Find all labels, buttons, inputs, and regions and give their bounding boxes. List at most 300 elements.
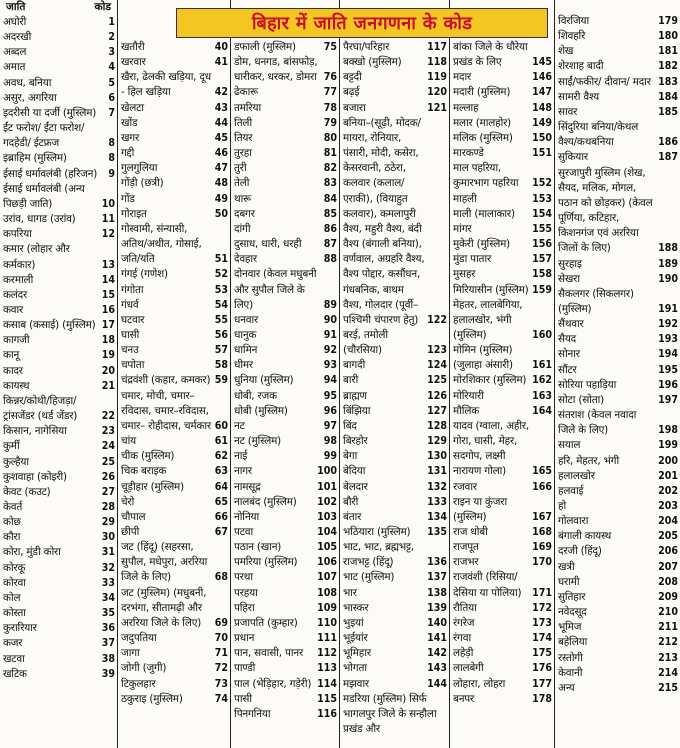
caste-name: पमरिया (मुस्लिम) bbox=[234, 556, 298, 569]
caste-name: हलवाई bbox=[558, 484, 584, 497]
caste-name: माहली bbox=[453, 192, 477, 205]
caste-name: गोंड़ी (छत्री) bbox=[121, 177, 164, 190]
caste-entry bbox=[231, 161, 339, 176]
caste-entry bbox=[0, 91, 117, 106]
caste-name: उरांव, धागड (उरांव) bbox=[3, 213, 76, 226]
caste-name: ईसाई धर्मावलंबी (अन्य पिछड़ी जाति) bbox=[3, 182, 85, 210]
caste-entry bbox=[450, 343, 554, 373]
caste-name: कायस्थ bbox=[3, 379, 30, 392]
caste-entry bbox=[450, 207, 554, 222]
caste-name: कादर bbox=[3, 364, 23, 377]
caste-entry bbox=[450, 570, 554, 600]
caste-name: माल पहरिया, कुमारभाग पहरिया bbox=[453, 162, 519, 190]
caste-entry bbox=[231, 692, 339, 707]
caste-name: खोंड bbox=[121, 116, 138, 129]
caste-code: 27 bbox=[101, 485, 115, 498]
column-6 bbox=[555, 0, 680, 748]
caste-entry bbox=[340, 692, 449, 737]
caste-entry bbox=[231, 328, 339, 343]
caste-entry bbox=[450, 85, 554, 100]
caste-entry bbox=[555, 590, 680, 605]
caste-name: ब्राह्मण bbox=[343, 389, 367, 402]
caste-code: 8 bbox=[108, 137, 115, 150]
caste-name: सोटा (सोता) bbox=[558, 393, 604, 406]
caste-entry bbox=[340, 525, 449, 540]
entries-1 bbox=[0, 15, 117, 682]
caste-code: 9 bbox=[108, 167, 115, 180]
caste-name: भास्कर bbox=[343, 601, 369, 614]
caste-code: 193 bbox=[658, 333, 678, 346]
caste-entry bbox=[555, 120, 680, 150]
caste-entry bbox=[340, 434, 449, 449]
caste-entry bbox=[450, 404, 554, 419]
caste-code: 74 bbox=[214, 692, 228, 705]
caste-entry bbox=[340, 404, 449, 419]
caste-code: 175 bbox=[532, 647, 552, 660]
caste-entry bbox=[0, 470, 117, 485]
caste-name: ईसाई धर्मावलंबी (हरिजन) bbox=[3, 167, 98, 180]
caste-entry bbox=[118, 283, 230, 298]
caste-name: पटवा bbox=[234, 526, 254, 538]
caste-entry bbox=[340, 85, 449, 100]
caste-entry bbox=[118, 449, 230, 464]
caste-entry bbox=[231, 555, 339, 570]
caste-code: 188 bbox=[658, 242, 678, 255]
caste-code: 20 bbox=[101, 364, 115, 377]
caste-name: रंगवा bbox=[453, 632, 471, 645]
caste-name: डफाली (मुस्लिम) bbox=[234, 41, 296, 53]
caste-code: 131 bbox=[427, 465, 447, 478]
caste-code: 96 bbox=[323, 404, 337, 417]
caste-name: अन्य bbox=[558, 681, 575, 694]
caste-entry bbox=[231, 646, 339, 661]
caste-name: चंद्रवंशी (कहार, कमकर) bbox=[121, 374, 211, 387]
caste-entry bbox=[340, 677, 449, 692]
caste-name: नट (मुस्लिम) bbox=[234, 435, 282, 448]
caste-name: डोम, धनगड, बांसफोड़, धारीकर, धरकर, डोमरा bbox=[234, 56, 318, 84]
caste-name: मडरिया (मुस्लिम) सिर्फ भागलपुर जिले के सन्हौला प्रखंड और bbox=[343, 692, 437, 736]
caste-entry bbox=[450, 116, 554, 131]
caste-code: 82 bbox=[323, 162, 337, 175]
caste-entry bbox=[340, 55, 449, 70]
caste-name: तियर bbox=[234, 131, 253, 144]
caste-code: 24 bbox=[101, 440, 115, 453]
caste-code: 26 bbox=[101, 470, 115, 483]
caste-name: यादव (ग्वाला, अहीर, गोरा, घासी, मेहर, सदगोप, लक्ष्मी नारायण गोला) bbox=[453, 419, 529, 478]
caste-entry bbox=[450, 419, 554, 480]
caste-code: 65 bbox=[214, 495, 228, 508]
caste-name: कोल bbox=[3, 591, 21, 604]
caste-name: बिरहोर bbox=[343, 435, 368, 448]
caste-entry bbox=[555, 59, 680, 74]
caste-entry bbox=[118, 464, 230, 479]
caste-entry bbox=[450, 540, 554, 555]
caste-code: 137 bbox=[427, 571, 447, 584]
caste-code: 167 bbox=[532, 510, 552, 523]
caste-entry bbox=[555, 44, 680, 59]
caste-code: 25 bbox=[101, 455, 115, 468]
caste-entry bbox=[0, 15, 117, 30]
caste-name: सयाल bbox=[558, 439, 581, 452]
caste-code: 87 bbox=[323, 238, 337, 251]
caste-code: 136 bbox=[427, 556, 447, 569]
caste-name: सेखरा bbox=[558, 272, 580, 285]
caste-entry bbox=[340, 495, 449, 510]
caste-code: 201 bbox=[658, 469, 678, 482]
caste-entry bbox=[450, 267, 554, 282]
caste-entry bbox=[450, 692, 554, 707]
caste-name: छीपी bbox=[121, 526, 140, 538]
caste-name: नालबंद (मुस्लिम) bbox=[234, 495, 297, 508]
caste-name: रंगरेज bbox=[453, 616, 475, 629]
caste-code: 139 bbox=[427, 601, 447, 614]
caste-name: मारकण्डे bbox=[453, 147, 484, 160]
caste-code: 114 bbox=[317, 677, 337, 690]
caste-entry bbox=[450, 192, 554, 207]
caste-entry bbox=[118, 540, 230, 585]
caste-name: नोनिया bbox=[234, 510, 260, 523]
caste-name: भाट, भाट, ब्रह्मभट्ट, राजभट्ट (हिंदू) bbox=[343, 541, 415, 569]
caste-code: 116 bbox=[317, 707, 337, 720]
caste-code: 67 bbox=[214, 526, 228, 538]
caste-code: 57 bbox=[214, 344, 228, 357]
caste-code: 209 bbox=[658, 590, 678, 603]
caste-code: 1 bbox=[108, 16, 115, 28]
caste-entry bbox=[231, 631, 339, 646]
caste-name: कुर्मी bbox=[3, 440, 20, 453]
caste-code: 62 bbox=[214, 450, 228, 463]
caste-code: 66 bbox=[214, 510, 228, 523]
caste-entry bbox=[450, 555, 554, 570]
caste-entry bbox=[0, 530, 117, 545]
caste-name: कौरा bbox=[3, 531, 21, 544]
caste-entry bbox=[0, 121, 117, 151]
caste-code: 19 bbox=[101, 349, 115, 362]
caste-entry bbox=[231, 55, 339, 85]
caste-entry bbox=[118, 631, 230, 646]
caste-name: धोबी (मुस्लिम) bbox=[234, 404, 288, 417]
caste-name: चीक (मुस्लिम) bbox=[121, 450, 175, 463]
caste-code: 115 bbox=[317, 692, 337, 705]
caste-name: गोलवारा bbox=[558, 515, 589, 528]
caste-name: कोछ bbox=[3, 516, 21, 529]
caste-entry bbox=[555, 514, 680, 529]
caste-name: नवेदसूद bbox=[558, 606, 587, 619]
caste-name: करमाली bbox=[3, 273, 34, 286]
caste-entry bbox=[118, 116, 230, 131]
page-title: बिहार में जाति जनगणना के कोड bbox=[251, 13, 473, 34]
caste-entry bbox=[231, 677, 339, 692]
caste-name: रजवार bbox=[453, 480, 477, 493]
code-header: कोड bbox=[94, 1, 111, 13]
caste-code: 46 bbox=[214, 147, 228, 160]
caste-name: कपरिया bbox=[3, 228, 32, 241]
caste-name: सुतिहार bbox=[558, 590, 586, 603]
caste-code: 93 bbox=[323, 359, 337, 372]
caste-name: खत्री bbox=[558, 560, 575, 573]
caste-code: 92 bbox=[323, 344, 337, 357]
caste-name: कुरारियार bbox=[3, 622, 37, 635]
caste-entry bbox=[555, 469, 680, 484]
caste-entry bbox=[340, 40, 449, 55]
caste-entry bbox=[0, 636, 117, 651]
caste-name: नागर bbox=[234, 465, 252, 478]
caste-name: सैकलगर (सिकलगर) (मुस्लिम) bbox=[558, 287, 634, 315]
caste-name: चिक बराइक bbox=[121, 465, 167, 478]
caste-name: प्रजापति (कुम्हार) bbox=[234, 616, 298, 629]
caste-code: 187 bbox=[658, 151, 678, 164]
caste-entry bbox=[555, 635, 680, 650]
caste-code: 47 bbox=[214, 162, 228, 175]
caste-code: 14 bbox=[101, 273, 115, 286]
caste-entry bbox=[0, 500, 117, 515]
caste-code: 121 bbox=[427, 101, 447, 114]
caste-name: गोस्वामी, संन्यासी, अतिथ/अथीत, गोसाई, जति/यति bbox=[121, 222, 202, 266]
caste-name: देवहार bbox=[234, 253, 257, 266]
caste-name: विरजिया bbox=[558, 15, 590, 27]
caste-code: 48 bbox=[214, 177, 228, 190]
caste-entry bbox=[450, 525, 554, 540]
caste-name: सुरहाइ bbox=[558, 257, 582, 270]
caste-code: 43 bbox=[214, 101, 228, 114]
caste-code: 144 bbox=[427, 677, 447, 690]
caste-entry bbox=[118, 646, 230, 661]
caste-entry bbox=[0, 76, 117, 91]
caste-name: प्रधान bbox=[234, 632, 255, 645]
caste-name: बरई, तमोली (चौरसिया) bbox=[343, 328, 388, 357]
caste-name: मुसहर bbox=[453, 268, 476, 281]
caste-entry bbox=[118, 313, 230, 328]
caste-entry bbox=[118, 298, 230, 313]
caste-code: 128 bbox=[427, 419, 447, 432]
caste-code: 194 bbox=[658, 348, 678, 361]
caste-code: 38 bbox=[101, 652, 115, 665]
caste-name: सैंथवार bbox=[558, 318, 584, 331]
caste-entry bbox=[0, 242, 117, 272]
caste-name: किन्नर/कोथी/हिजड़ा/ ट्रांसजेंडर (थर्ड जेंडर) bbox=[3, 394, 78, 423]
caste-code: 81 bbox=[323, 147, 337, 160]
caste-entry bbox=[340, 101, 449, 116]
caste-code: 34 bbox=[101, 591, 115, 604]
caste-name: धोबी, रजक bbox=[234, 389, 277, 402]
caste-name: पासी bbox=[234, 692, 252, 705]
caste-code: 183 bbox=[658, 75, 678, 88]
caste-entry bbox=[231, 101, 339, 116]
caste-entry bbox=[555, 363, 680, 378]
caste-entry bbox=[450, 389, 554, 404]
caste-code: 205 bbox=[658, 530, 678, 543]
caste-name: दांगी bbox=[234, 222, 251, 235]
caste-entry bbox=[555, 378, 680, 393]
caste-code: 28 bbox=[101, 501, 115, 513]
entries-2 bbox=[118, 0, 230, 707]
caste-entry bbox=[231, 586, 339, 601]
caste-code: 32 bbox=[101, 561, 115, 574]
caste-entry bbox=[450, 283, 554, 298]
caste-code: 171 bbox=[532, 586, 552, 599]
caste-code: 76 bbox=[323, 71, 337, 84]
caste-name: हरि, मेहतर, भंगी bbox=[558, 454, 620, 467]
caste-name: रस्तोगी bbox=[558, 651, 583, 664]
caste-name: बनपर bbox=[453, 692, 475, 705]
caste-name: मिरियासीन (मुस्लिम) bbox=[453, 283, 529, 296]
caste-code: 198 bbox=[658, 424, 678, 437]
caste-entry bbox=[340, 328, 449, 358]
caste-code: 18 bbox=[101, 334, 115, 347]
caste-entry bbox=[231, 525, 339, 540]
caste-name: खटिक bbox=[3, 667, 27, 680]
caste-code: 117 bbox=[427, 41, 447, 53]
caste-code: 33 bbox=[101, 576, 115, 589]
caste-code: 208 bbox=[658, 575, 678, 588]
caste-entry bbox=[450, 646, 554, 661]
caste-name: जदुपतिया bbox=[121, 632, 157, 645]
caste-code: 143 bbox=[427, 662, 447, 675]
caste-name: शिवहरि bbox=[558, 30, 586, 43]
caste-code: 125 bbox=[427, 374, 447, 387]
caste-name: कजर bbox=[3, 637, 23, 650]
caste-code: 156 bbox=[532, 238, 552, 251]
caste-entry bbox=[118, 692, 230, 707]
caste-code: 103 bbox=[317, 510, 337, 523]
caste-code: 104 bbox=[317, 526, 337, 538]
caste-entry bbox=[555, 666, 680, 681]
caste-entry bbox=[231, 540, 339, 555]
caste-name: मलार (मालहोर) bbox=[453, 116, 512, 129]
caste-entry bbox=[231, 464, 339, 479]
caste-entry bbox=[555, 29, 680, 44]
caste-code: 189 bbox=[658, 257, 678, 270]
caste-code: 49 bbox=[214, 192, 228, 205]
caste-name: कोरवा bbox=[3, 576, 26, 589]
caste-code: 70 bbox=[214, 632, 228, 645]
caste-code: 179 bbox=[658, 15, 678, 27]
caste-entry bbox=[118, 176, 230, 191]
caste-entry bbox=[118, 131, 230, 146]
caste-name: भूमिज bbox=[558, 621, 582, 634]
caste-entry bbox=[231, 252, 339, 267]
caste-code: 210 bbox=[658, 606, 678, 619]
caste-entry bbox=[555, 438, 680, 453]
caste-name: चौपाल bbox=[121, 510, 146, 523]
caste-code: 4 bbox=[108, 61, 115, 74]
caste-name: राइन या कुंजरा (मुस्लिम) bbox=[453, 495, 507, 523]
caste-name: लहेड़ी bbox=[453, 647, 474, 660]
caste-name: खतौरी bbox=[121, 41, 145, 53]
caste-name: सुकियार bbox=[558, 151, 588, 164]
caste-name: सिंदुरिया बनिया/केथल वैश्य/कथबनिया bbox=[558, 121, 639, 149]
caste-name: दरजी (हिंदू) bbox=[558, 545, 602, 558]
caste-code: 80 bbox=[323, 131, 337, 144]
caste-name: धीमर bbox=[234, 359, 253, 372]
caste-code: 118 bbox=[427, 56, 447, 69]
caste-code: 149 bbox=[532, 116, 552, 129]
caste-entry bbox=[450, 70, 554, 85]
caste-name: बौरी bbox=[343, 495, 359, 508]
caste-name: कवार bbox=[3, 303, 24, 316]
caste-name: भार bbox=[343, 586, 357, 599]
caste-name: बढ़ई bbox=[343, 86, 360, 99]
caste-code: 37 bbox=[101, 637, 115, 650]
caste-name: कुल्हैया bbox=[3, 455, 29, 468]
caste-entry bbox=[118, 161, 230, 176]
caste-entry bbox=[231, 343, 339, 358]
caste-code: 166 bbox=[532, 480, 552, 493]
caste-entry bbox=[0, 455, 117, 470]
caste-entry bbox=[0, 515, 117, 530]
caste-entry bbox=[0, 485, 117, 500]
caste-code: 141 bbox=[427, 632, 447, 645]
caste-name: सामरी वैश्य bbox=[558, 90, 599, 103]
caste-entry bbox=[231, 510, 339, 525]
caste-entry bbox=[231, 131, 339, 146]
caste-code: 161 bbox=[532, 359, 552, 372]
caste-name: कोस्ता bbox=[3, 607, 26, 620]
caste-entry bbox=[118, 358, 230, 373]
caste-name: चपोता bbox=[121, 359, 145, 372]
caste-name: गोंड bbox=[121, 192, 135, 205]
caste-code: 73 bbox=[214, 677, 228, 690]
caste-entry bbox=[118, 586, 230, 631]
caste-entry bbox=[231, 434, 339, 449]
caste-code: 88 bbox=[323, 253, 337, 266]
caste-entry bbox=[555, 105, 680, 120]
caste-code: 79 bbox=[323, 116, 337, 129]
caste-name: खरवार bbox=[121, 56, 146, 69]
caste-entry bbox=[0, 303, 117, 318]
caste-code: 150 bbox=[532, 131, 552, 144]
caste-entry bbox=[0, 561, 117, 576]
caste-name: मदार bbox=[453, 71, 472, 84]
caste-entry bbox=[340, 601, 449, 616]
caste-name: तमरिया bbox=[234, 101, 261, 114]
caste-name: तुरहा bbox=[234, 147, 252, 160]
caste-code: 44 bbox=[214, 116, 228, 129]
caste-code: 29 bbox=[101, 516, 115, 529]
caste-code: 160 bbox=[532, 328, 552, 341]
caste-entry bbox=[340, 389, 449, 404]
caste-name: बारी bbox=[343, 374, 359, 387]
caste-code: 71 bbox=[214, 647, 228, 660]
caste-name: मोरियारी bbox=[453, 389, 484, 402]
caste-name: थारू bbox=[234, 192, 252, 205]
caste-code: 77 bbox=[323, 86, 337, 99]
caste-name: धानुक bbox=[234, 328, 257, 341]
caste-entry bbox=[555, 529, 680, 544]
caste-entry bbox=[231, 373, 339, 388]
caste-code: 172 bbox=[532, 601, 552, 614]
caste-entry bbox=[0, 394, 117, 424]
caste-code: 213 bbox=[658, 651, 678, 664]
caste-entry bbox=[340, 480, 449, 495]
caste-name: गंधर्व bbox=[121, 298, 139, 311]
caste-name: भठियारा (मुस्लिम) bbox=[343, 526, 411, 538]
caste-entry bbox=[0, 348, 117, 363]
caste-entry bbox=[231, 449, 339, 464]
caste-code: 6 bbox=[108, 91, 115, 104]
caste-code: 91 bbox=[323, 328, 337, 341]
caste-entry bbox=[555, 484, 680, 499]
caste-code: 90 bbox=[323, 313, 337, 326]
caste-name: गुलगुलिया bbox=[121, 162, 158, 175]
caste-name: जोगी (जुगी) bbox=[121, 662, 167, 675]
caste-name: मांगर bbox=[453, 222, 472, 235]
caste-name: कमार (लोहार और कर्मकार) bbox=[3, 243, 70, 271]
caste-code: 102 bbox=[317, 495, 337, 508]
caste-code: 113 bbox=[317, 662, 337, 675]
caste-entry bbox=[231, 661, 339, 676]
caste-code: 155 bbox=[532, 222, 552, 235]
